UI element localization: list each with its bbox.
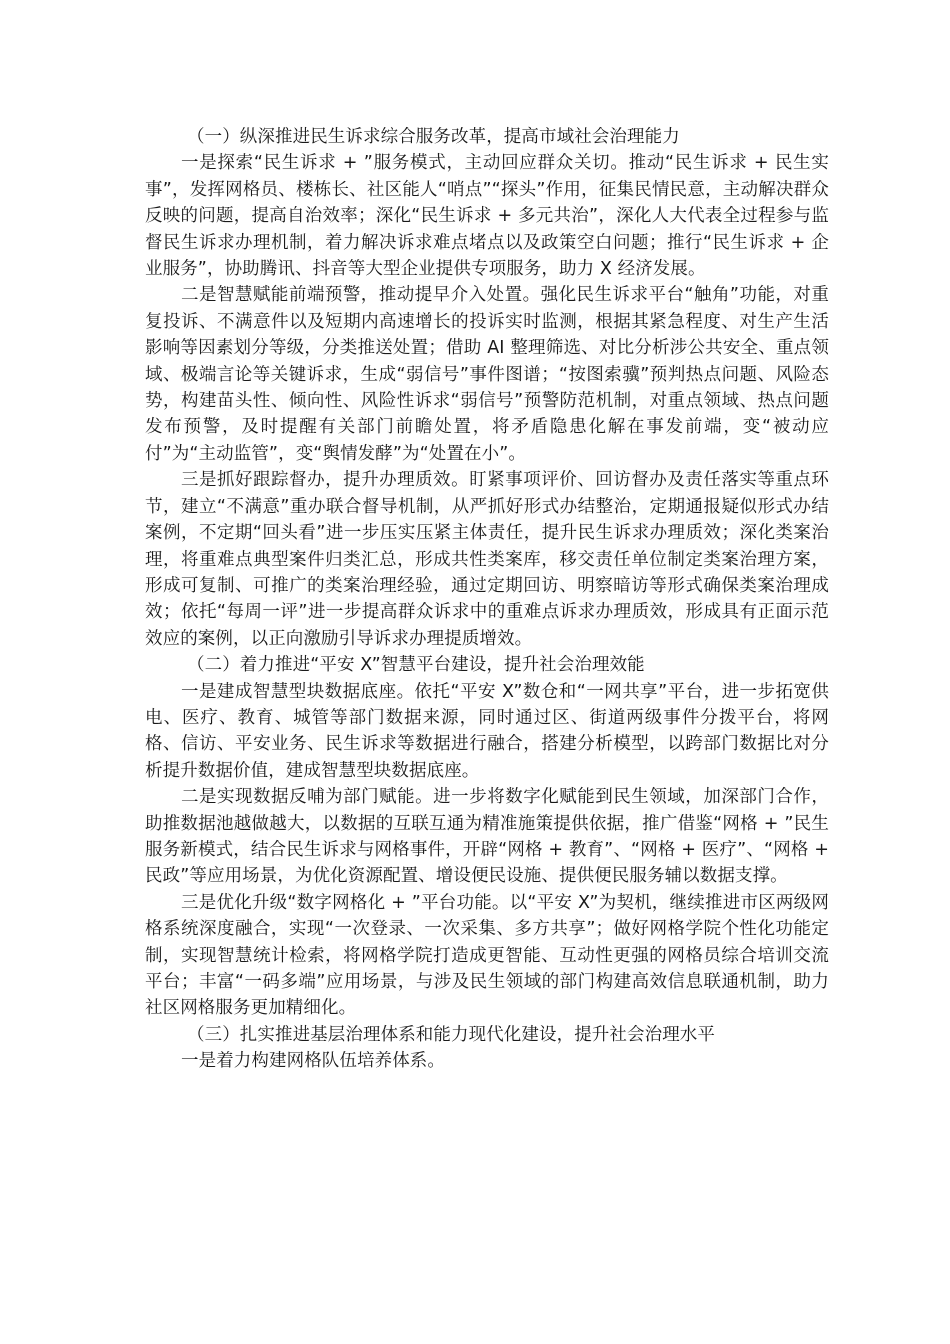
section-heading-1: （一）纵深推进民生诉求综合服务改革，提高市域社会治理能力 xyxy=(187,127,680,147)
section-heading-2: （二）着力推进“平安 X”智慧平台建设，提升社会治理效能 xyxy=(187,655,645,676)
paragraph-2-3: 三是优化升级“数字网格化 + ”平台功能。以“平安 X”为契机，继续推进市区两级网格系统深度融合，实现“一次登录、一次采集、多方共享”；做好网格学院个性化功能定制，实现智慧统计检索，将网格学院打造成更智能、互动性更强的网格员综合培训交流平台；丰富“一码多端”应用场景，与涉及民生领域的部门构建高效信息联通机制，助力社区网格服务更加精细化。 xyxy=(145,892,829,1019)
paragraph-3-1: 一是着力构建网格队伍培养体系。 xyxy=(181,1051,445,1072)
document-body xyxy=(145,124,829,1075)
paragraph-1-1: 一是探索“民生诉求 + ”服务模式，主动回应群众关切。推动“民生诉求 + 民生实事”，发挥网格员、楼栋长、社区能人“哨点”“探头”作用，征集民情民意，主动解决群众反映的问题，提高自治效率；深化“民生诉求 + 多元共治”，深化人大代表全过程参与监督民生诉求办理机制，着力解决诉求难点堵点以及政策空白问题；推行“民生诉求 + 企业服务”，协助腾讯、抖音等大型企业提供专项服务，助力 X 经济发展。 xyxy=(145,153,829,280)
paragraph-1-2: 二是智慧赋能前端预警，推动提早介入处置。强化民生诉求平台“触角”功能，对重复投诉、不满意件以及短期内高速增长的投诉实时监测，根据其紧急程度、对生产生活影响等因素划分等级，分类推送处置；借助 AI 整理筛选、对比分析涉公共安全、重点领域、极端言论等关键诉求，生成“弱信号”事件图谱；“按图索骥”预判热点问题、风险态势，构建苗头性、倾向性、风险性诉求“弱信号”预警防范机制，对重点领域、热点问题发布预警，及时提醒有关部门前瞻处置，将矛盾隐患化解在事发前端，变“被动应付”为“主动监管”，变“舆情发酵”为“处置在小”。 xyxy=(145,285,829,464)
paragraph-2-1: 一是建成智慧型块数据底座。依托“平安 X”数仓和“一网共享”平台，进一步拓宽供电、医疗、教育、城管等部门数据来源，同时通过区、街道两级事件分拨平台，将网格、信访、平安业务、民生诉求等数据进行融合，搭建分析模型，以跨部门数据比对分析提升数据价值，建成智慧型块数据底座。 xyxy=(145,681,829,781)
section-heading-3: （三）扎实推进基层治理体系和能力现代化建设，提升社会治理水平 xyxy=(187,1024,715,1045)
paragraph-2-2: 二是实现数据反哺为部门赋能。进一步将数字化赋能到民生领域，加深部门合作，助推数据池越做越大，以数据的互联互通为精准施策提供依据，推广借鉴“网格 + ”民生服务新模式，结合民生诉求与网格事件，开辟“网格 + 教育”、“网格 + 医疗”、“网格 + 民政”等应用场景，为优化资源配置、增设便民设施、提供便民服务辅以数据支撑。 xyxy=(145,787,829,887)
paragraph-1-3: 三是抓好跟踪督办，提升办理质效。盯紧事项评价、回访督办及责任落实等重点环节，建立“不满意”重办联合督导机制，从严抓好形式办结整治，定期通报疑似形式办结案例，不定期“回头看”进一步压实压紧主体责任，提升民生诉求办理质效；深化类案治理，将重难点典型案件归类汇总，形成共性类案库，移交责任单位制定类案治理方案，形成可复制、可推广的类案治理经验，通过定期回访、明察暗访等形式确保类案治理成效；依托“每周一评”进一步提高群众诉求中的重难点诉求办理质效，形成具有正面示范效应的案例，以正向激励引导诉求办理提质增效。 xyxy=(145,470,829,649)
